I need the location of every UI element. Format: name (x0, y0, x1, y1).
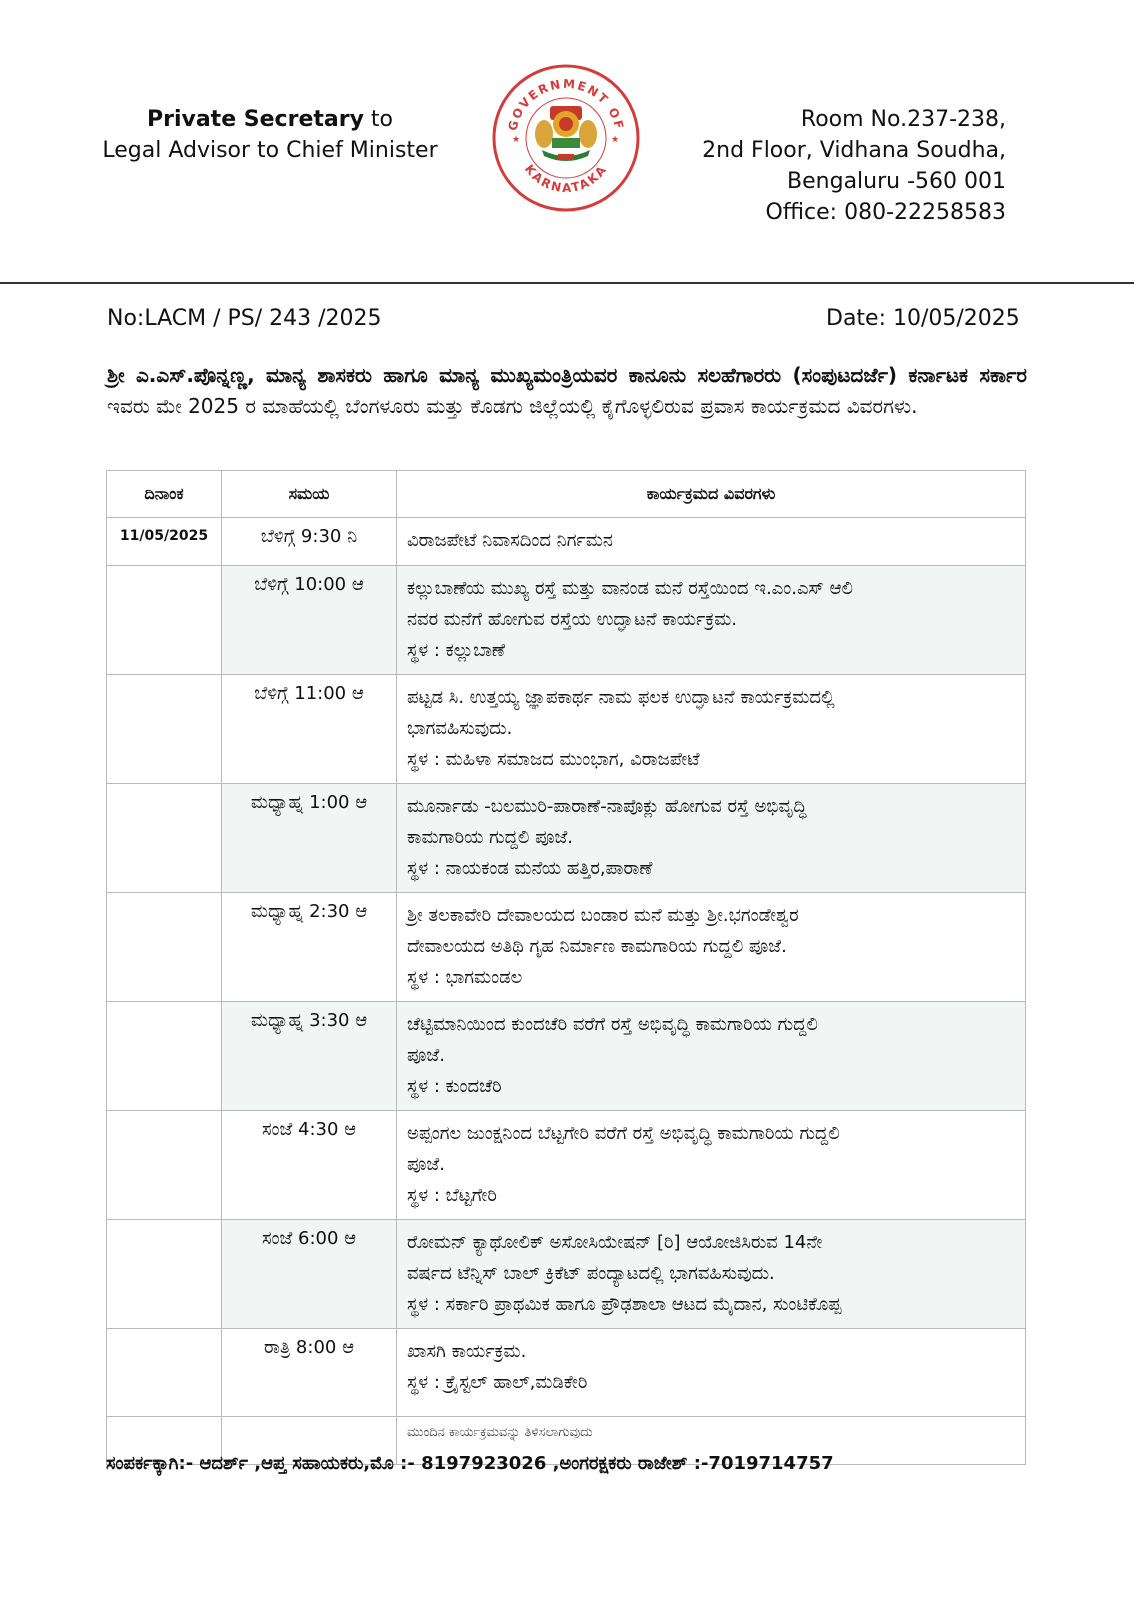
row-details-line: ನವರ ಮನೆಗೆ ಹೋಗುವ ರಸ್ತೆಯ ಉದ್ಘಾಟನೆ ಕಾರ್ಯಕ್ರಮ. (407, 609, 738, 630)
row-details (397, 566, 1026, 675)
svg-text:★: ★ (512, 135, 521, 145)
row-details (397, 1220, 1026, 1329)
row-details-line: ಚೆಟ್ಟಿಮಾನಿಯಿಂದ ಕುಂದಚೆರಿ ವರೆಗೆ ರಸ್ತೆ ಅಭಿವೃದ್ಧಿ ಕಾಮಗಾರಿಯ ಗುದ್ದಲಿ (407, 1014, 818, 1035)
row-time: ಸಂಜೆ 4:30 ಆ (222, 1111, 397, 1220)
row-place: ಸ್ಥಳ : ನಾಯಕಂಡ ಮನೆಯ ಹತ್ತಿರ,ಪಾರಾಣೆ (407, 858, 653, 879)
row-time: ಬೆಳಿಗ್ಗೆ 9:30 ನಿ (222, 518, 397, 566)
table-row (107, 1002, 1026, 1111)
intro-bold-text: ಶ್ರೀ ಎ.ಎಸ್.ಪೊನ್ನಣ್ಣ, ಮಾನ್ಯ ಶಾಸಕರು ಹಾಗೂ ಮಾನ್ಯ ಮುಖ್ಯಮಂತ್ರಿಯವರ ಕಾನೂನು ಸಲಹೆಗಾರರು (ಸಂಪುಟದರ್ಜೆ) ಕರ್ನಾಟಕ ಸರ್ಕಾರ (107, 363, 1027, 387)
row-time: ಸಂಜೆ 6:00 ಆ (222, 1220, 397, 1329)
table-row (107, 566, 1026, 675)
row-details (397, 518, 1026, 566)
row-details (397, 784, 1026, 893)
row-details (397, 675, 1026, 784)
row-place: ಸ್ಥಳ : ಬೆಟ್ಟಗೇರಿ (407, 1185, 497, 1206)
table-row (107, 518, 1026, 566)
schedule-note: ಮುಂದಿನ ಕಾರ್ಯಕ್ರಮವನ್ನು ತಿಳಿಸಲಾಗುವುದು (397, 1417, 1026, 1465)
office-address-block (666, 104, 1006, 228)
header-divider (0, 282, 1134, 284)
emblem-crest-icon (535, 106, 597, 161)
row-details-line: ದೇವಾಲಯದ ಅತಿಥಿ ಗೃಹ ನಿರ್ಮಾಣ ಕಾಮಗಾರಿಯ ಗುದ್ದಲಿ ಪೂಜೆ. (407, 936, 787, 957)
contact-footer: ಸಂಪರ್ಕಕ್ಕಾಗಿ:- ಆದರ್ಶ್ ,ಆಪ್ತ ಸಹಾಯಕರು,ಮೊ :- 8197923026 ,ಅಂಗರಕ್ಷಕರು ರಾಜೇಶ್ :-7019714757 (106, 1453, 834, 1474)
table-row (107, 675, 1026, 784)
header-time: ಸಮಯ (222, 471, 397, 518)
svg-text:★: ★ (611, 135, 620, 145)
sender-title-bold: Private Secretary (146, 107, 364, 132)
row-time: ಬೆಳಿಗ್ಗೆ 11:00 ಆ (222, 675, 397, 784)
schedule-table (106, 470, 1026, 1465)
sender-title-block (100, 104, 440, 166)
seal-top-text: GOVERNMENT OF (505, 76, 627, 133)
row-place: ಸ್ಥಳ : ಕುಂದಚೆರಿ (407, 1076, 502, 1097)
row-details (397, 893, 1026, 1002)
row-details-line: ವರ್ಷದ ಟೆನ್ನಿಸ್ ಬಾಲ್ ಕ್ರಿಕೆಟ್ ಪಂದ್ಯಾಟದಲ್ಲಿ ಭಾಗವಹಿಸುವುದು. (407, 1263, 775, 1284)
row-place: ಸ್ಥಳ : ಮಹಿಳಾ ಸಮಾಜದ ಮುಂಭಾಗ, ವಿರಾಜಪೇಟೆ (407, 749, 700, 770)
seal-bottom-text: KARNATAKA (522, 161, 610, 196)
row-details-line: ಪೂಜೆ. (407, 1154, 445, 1175)
row-details-line: ಪಟ್ಟಡ ಸಿ. ಉತ್ತಯ್ಯ ಜ್ಞಾಪಕಾರ್ಥ ನಾಮ ಫಲಕ ಉದ್ಘಾಟನೆ ಕಾರ್ಯಕ್ರಮದಲ್ಲಿ (407, 687, 835, 708)
row-time: ರಾತ್ರಿ 8:00 ಆ (222, 1329, 397, 1417)
government-seal-emblem (488, 60, 644, 216)
row-time: ಬೆಳಿಗ್ಗೆ 10:00 ಆ (222, 566, 397, 675)
table-row (107, 1329, 1026, 1417)
reference-number: No:LACM / PS/ 243 /2025 (107, 306, 382, 331)
row-place: ಸ್ಥಳ : ಕಲ್ಲುಬಾಣೆ (407, 640, 506, 661)
row-place: ಸ್ಥಳ : ಸರ್ಕಾರಿ ಪ್ರಾಥಮಿಕ ಹಾಗೂ ಪ್ರೌಢಶಾಲಾ ಆಟದ ಮೈದಾನ, ಸುಂಟಿಕೊಪ್ಪ (407, 1294, 842, 1315)
table-header-row (107, 471, 1026, 518)
row-details-line: ಖಾಸಗಿ ಕಾರ್ಯಕ್ರಮ. (407, 1341, 527, 1362)
sender-subtitle: Legal Advisor to Chief Minister (102, 138, 438, 163)
header-details: ಕಾರ್ಯಕ್ರಮದ ವಿವರಗಳು (397, 471, 1026, 518)
row-details-line: ಮೂರ್ನಾಡು -ಬಲಮುರಿ-ಪಾರಾಣೆ-ನಾಪೊಕ್ಲು ಹೋಗುವ ರಸ್ತೆ ಅಭಿವೃದ್ಧಿ (407, 796, 807, 817)
sender-title-suffix: to (363, 107, 394, 132)
address-city: Bengaluru -560 001 (787, 169, 1006, 194)
office-phone: Office: 080-22258583 (765, 200, 1006, 225)
row-details (397, 1329, 1026, 1417)
row-details-line: ರೋಮನ್ ಕ್ಯಾಥೋಲಿಕ್ ಅಸೋಸಿಯೇಷನ್ [ರಿ] ಆಯೋಜಿಸಿರುವ 14ನೇ (407, 1232, 823, 1253)
row-details-line: ಶ್ರೀ ತಲಕಾವೇರಿ ದೇವಾಲಯದ ಬಂಡಾರ ಮನೆ ಮತ್ತು ಶ್ರೀ.ಭಗಂಡೇಶ್ವರ (407, 905, 799, 926)
row-details (397, 1002, 1026, 1111)
row-details-line: ಕಾಮಗಾರಿಯ ಗುದ್ದಲಿ ಪೂಜೆ. (407, 827, 574, 848)
address-floor: 2nd Floor, Vidhana Soudha, (702, 138, 1006, 163)
row-details-line: ಅಪ್ಪಂಗಲ ಜುಂಕ್ಷನಿಂದ ಬೆಟ್ಟಗೇರಿ ವರೆಗೆ ರಸ್ತೆ ಅಭಿವೃದ್ಧಿ ಕಾಮಗಾರಿಯ ಗುದ್ದಲಿ (407, 1123, 840, 1144)
row-place: ಸ್ಥಳ : ಕ್ರೈಸ್ಟಲ್ ಹಾಲ್,ಮಡಿಕೇರಿ (407, 1372, 588, 1393)
header-date: ದಿನಾಂಕ (107, 471, 222, 518)
letter-date: Date: 10/05/2025 (826, 306, 1020, 331)
row-details-line: ವಿರಾಜಪೇಟೆ ನಿವಾಸದಿಂದ ನಿರ್ಗಮನ (407, 530, 613, 551)
row-date: 11/05/2025 (107, 518, 222, 566)
table-row (107, 893, 1026, 1002)
row-time: ಮಧ್ಯಾಹ್ನ 1:00 ಆ (222, 784, 397, 893)
row-details-line: ಕಲ್ಲುಬಾಣೆಯ ಮುಖ್ಯ ರಸ್ತೆ ಮತ್ತು ವಾನಂಡ ಮನೆ ರಸ್ತೆಯಿಂದ ಇ.ಎಂ.ಎಸ್ ಆಲಿ (407, 578, 853, 599)
row-details-line: ಪೂಜೆ. (407, 1045, 445, 1066)
row-place: ಸ್ಥಳ : ಭಾಗಮಂಡಲ (407, 967, 523, 988)
row-details (397, 1111, 1026, 1220)
row-details-line: ಭಾಗವಹಿಸುವುದು. (407, 718, 513, 739)
row-time: ಮಧ್ಯಾಹ್ನ 2:30 ಆ (222, 893, 397, 1002)
intro-paragraph (107, 360, 1027, 422)
svg-text:KARNATAKA (522, 162, 610, 195)
table-row (107, 1111, 1026, 1220)
address-room: Room No.237-238, (800, 107, 1006, 132)
table-row (107, 1220, 1026, 1329)
intro-rest-text: ಇವರು ಮೇ 2025 ರ ಮಾಹೆಯಲ್ಲಿ ಬೆಂಗಳೂರು ಮತ್ತು ಕೊಡಗು ಜಿಲ್ಲೆಯಲ್ಲಿ ಕೈಗೊಳ್ಳಲಿರುವ ಪ್ರವಾಸ ಕಾರ್ಯಕ್ರಮದ ವಿವರಗಳು. (107, 394, 918, 418)
row-time: ಮಧ್ಯಾಹ್ನ 3:30 ಆ (222, 1002, 397, 1111)
table-row (107, 784, 1026, 893)
